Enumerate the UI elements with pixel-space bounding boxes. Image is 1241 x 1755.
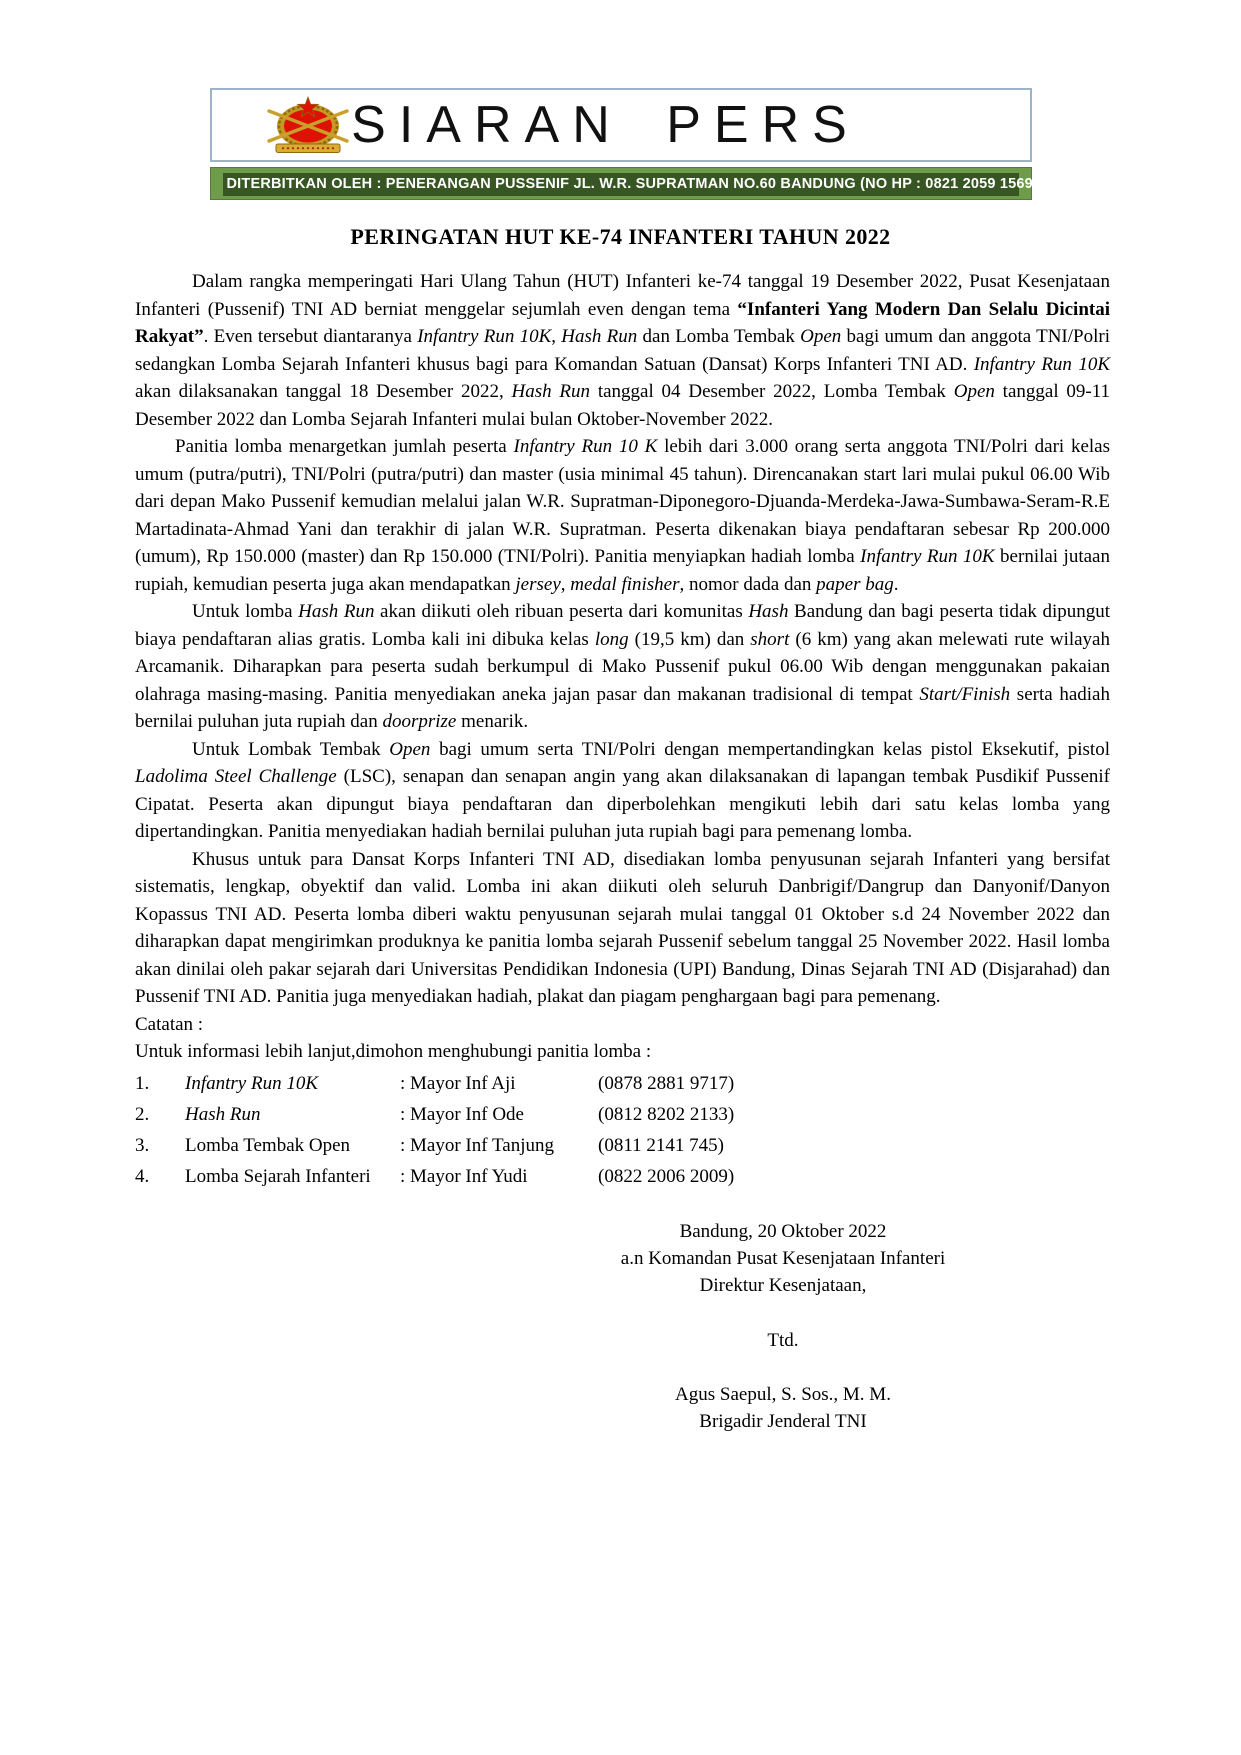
signature-on-behalf: a.n Komandan Pusat Kesenjataan Infanteri [620, 1247, 946, 1269]
paragraph-lomba-tembak: Untuk Lombak Tembak Open bagi umum serta TNI/Polri dengan mempertandingkan kelas pistol Eksekutif, pistol Ladolima Steel Challenge (LSC), senapan dan senapan angin yang akan dilaksanakan di lapangan tembak Pusdikif Pussenif Cipatat. Peserta akan dipungut biaya pendaftaran dan diperbolehkan mengikuti lebih dari satu kelas lomba yang dipertandingkan. Panitia menyediakan hadiah bernilai puluhan juta rupiah bagi para pemenang lomba. [135, 738, 1110, 842]
signature-rank: Brigadir Jenderal TNI [699, 1410, 867, 1432]
contact-event: Lomba Sejarah Infanteri [185, 1165, 371, 1187]
contact-phone: (0811 2141 745) [598, 1134, 724, 1156]
contact-number: 1. [135, 1072, 150, 1094]
contact-number: 3. [135, 1134, 150, 1156]
contact-phone: (0878 2881 9717) [598, 1072, 735, 1094]
contact-row [135, 1068, 734, 1099]
signature-ttd: Ttd. [767, 1329, 799, 1351]
signature-block [553, 1218, 1013, 1435]
notes-intro: Untuk informasi lebih lanjut,dimohon menghubungi panitia lomba : [135, 1041, 652, 1062]
contact-row [135, 1099, 734, 1130]
contact-officer: : Mayor Inf Tanjung [400, 1134, 554, 1156]
publisher-banner [210, 167, 1038, 200]
document-body [135, 268, 1110, 1435]
masthead [210, 88, 1032, 162]
contact-officer: : Mayor Inf Yudi [400, 1165, 528, 1187]
contact-number: 2. [135, 1103, 150, 1125]
contact-row [135, 1161, 734, 1192]
contact-event: Infantry Run 10K [185, 1072, 318, 1094]
contact-number: 4. [135, 1165, 150, 1187]
masthead-title: SIARAN PERS [351, 96, 860, 154]
contact-phone: (0812 8202 2133) [598, 1103, 735, 1125]
contact-officer: : Mayor Inf Aji [400, 1072, 516, 1094]
publisher-banner-text: DITERBITKAN OLEH : PENERANGAN PUSSENIF JL. W.R. SUPRATMAN NO.60 BANDUNG (NO HP : 0821 2059 1569) [223, 173, 1019, 196]
paragraph-infantry-run: Panitia lomba menargetkan jumlah peserta Infantry Run 10 K lebih dari 3.000 orang serta anggota TNI/Polri dari kelas umum (putra/putri), TNI/Polri (putra/putri) dan master (usia minimal 45 tahun). Direncanakan start lari mulai pukul 06.00 Wib dari depan Mako Pussenif kemudian melalui jalan W.R. Supratman-Diponegoro-Djuanda-Merdeka-Jawa-Sumbawa-Seram-R.E Martadinata-Ahmad Yani dan terakhir di jalan W.R. Supratman. Peserta dikenakan biaya pendaftaran sebesar Rp 200.000 (umum), Rp 150.000 (master) dan Rp 150.000 (TNI/Polri). Panitia menyiapkan hadiah lomba Infantry Run 10K bernilai jutaan rupiah, kemudian peserta juga akan mendapatkan jersey, medal finisher, nomor dada dan paper bag. [135, 436, 1110, 595]
contact-list [135, 1068, 734, 1192]
paragraph-overview: Dalam rangka memperingati Hari Ulang Tahun (HUT) Infanteri ke-74 tanggal 19 Desember 2022, Pusat Kesenjataan Infanteri (Pussenif) TNI AD berniat menggelar sejumlah even dengan tema “Infanteri Yang Modern Dan Selalu Dicintai Rakyat”. Even tersebut diantaranya Infantry Run 10K, Hash Run dan Lomba Tembak Open bagi umum dan anggota TNI/Polri sedangkan Lomba Sejarah Infanteri khusus bagi para Komandan Satuan (Dansat) Korps Infanteri TNI AD. Infantry Run 10K akan dilaksanakan tanggal 18 Desember 2022, Hash Run tanggal 04 Desember 2022, Lomba Tembak Open tanggal 09-11 Desember 2022 dan Lomba Sejarah Infanteri mulai bulan Oktober-November 2022. [135, 271, 1111, 430]
contact-event: Lomba Tembak Open [185, 1134, 351, 1156]
signature-position: Direktur Kesenjataan, [699, 1274, 867, 1296]
notes-label: Catatan : [135, 1013, 204, 1035]
document-title: PERINGATAN HUT KE-74 INFANTERI TAHUN 2022 [350, 224, 891, 249]
paragraph-lomba-sejarah: Khusus untuk para Dansat Korps Infanteri TNI AD, disediakan lomba penyusunan sejarah Infanteri yang bersifat sistematis, lengkap, obyektif dan valid. Lomba ini akan diikuti oleh seluruh Danbrigif/Dangrup dan Danyonif/Danyon Kopassus TNI AD. Peserta lomba diberi waktu penyusunan sejarah mulai tanggal 01 Oktober s.d 24 November 2022 dan diharapkan dapat mengirimkan produknya ke panitia lomba sejarah Pussenif sebelum tanggal 25 November 2022. Hasil lomba akan dinilai oleh pakar sejarah dari Universitas Pendidikan Indonesia (UPI) Bandung, Dinas Sejarah TNI AD (Disjarahad) dan Pussenif TNI AD. Panitia juga menyediakan hadiah, plakat dan piagam penghargaan bagi para pemenang. [135, 848, 1110, 1007]
contact-event: Hash Run [185, 1103, 261, 1125]
contact-phone: (0822 2006 2009) [598, 1165, 735, 1187]
contact-row [135, 1130, 734, 1161]
signature-name: Agus Saepul, S. Sos., M. M. [675, 1383, 891, 1405]
paragraph-hash-run: Untuk lomba Hash Run akan diikuti oleh ribuan peserta dari komunitas Hash Bandung dan bagi peserta tidak dipungut biaya pendaftaran alias gratis. Lomba kali ini dibuka kelas long (19,5 km) dan short (6 km) yang akan melewati rute wilayah Arcamanik. Diharapkan para peserta sudah berkumpul di Mako Pussenif pukul 06.00 Wib dengan menggunakan pakaian olahraga masing-masing. Panitia menyediakan aneka jajan pasar dan makanan tradisional di tempat Start/Finish serta hadiah bernilai puluhan juta rupiah dan doorprize menarik. [135, 601, 1111, 732]
signature-place-date: Bandung, 20 Oktober 2022 [679, 1220, 887, 1242]
contact-officer: : Mayor Inf Ode [400, 1103, 524, 1125]
